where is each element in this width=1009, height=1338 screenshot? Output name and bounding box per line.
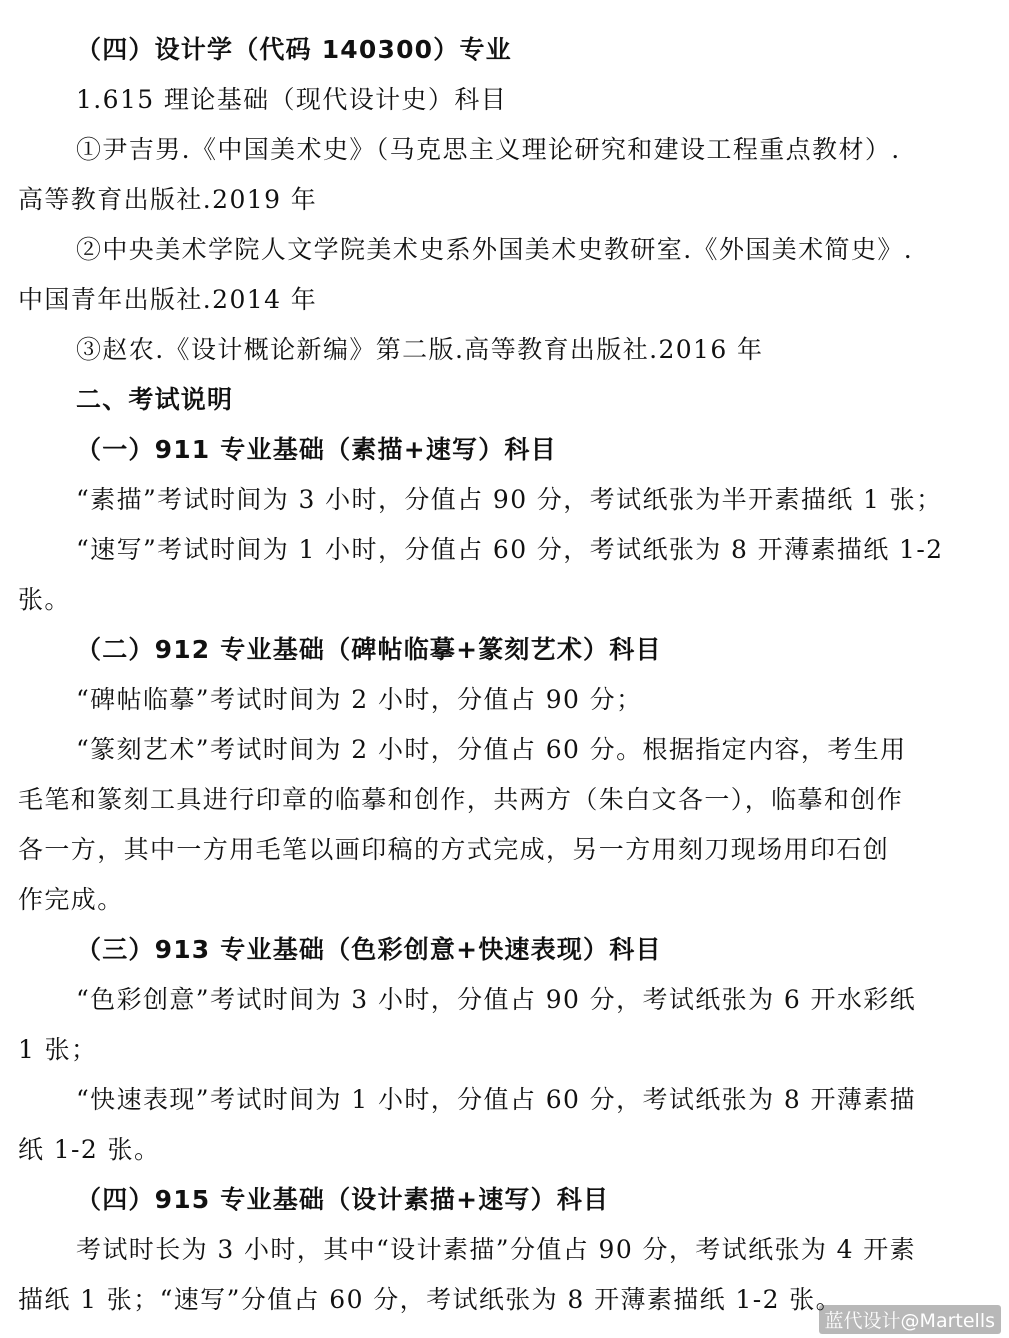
paragraph-color-creative-1: “色彩创意”考试时间为 3 小时，分值占 90 分，考试纸张为 6 开水彩纸 bbox=[76, 985, 917, 1014]
section-heading-912: （二）912 专业基础（碑帖临摹+篆刻艺术）科目 bbox=[76, 635, 662, 664]
paragraph-quick-express-1: “快速表现”考试时间为 1 小时，分值占 60 分，考试纸张为 8 开薄素描 bbox=[76, 1085, 917, 1114]
paragraph-seal-carving-2: 毛笔和篆刻工具进行印章的临摹和创作，共两方（朱白文各一），临摹和创作 bbox=[18, 785, 904, 814]
section-heading-915: （四）915 专业基础（设计素描+速写）科目 bbox=[76, 1185, 610, 1214]
reference-1-line-1: ①尹吉男.《中国美术史》（马克思主义理论研究和建设工程重点教材）. bbox=[76, 135, 901, 164]
paragraph-quick-sketch-2: 张。 bbox=[18, 585, 71, 614]
subject-heading-615: 1.615 理论基础（现代设计史）科目 bbox=[76, 85, 508, 114]
watermark: 蓝代设计@Martells bbox=[819, 1305, 1001, 1334]
reference-1-line-2: 高等教育出版社.2019 年 bbox=[18, 185, 318, 214]
paragraph-seal-carving-3: 各一方，其中一方用毛笔以画印稿的方式完成，另一方用刻刀现场用印石创 bbox=[18, 835, 890, 864]
paragraph-design-sketch-2: 描纸 1 张；“速写”分值占 60 分，考试纸张为 8 开薄素描纸 1-2 张。 bbox=[18, 1285, 843, 1314]
reference-3: ③赵农.《设计概论新编》第二版.高等教育出版社.2016 年 bbox=[76, 335, 764, 364]
paragraph-seal-carving-1: “篆刻艺术”考试时间为 2 小时，分值占 60 分。根据指定内容，考生用 bbox=[76, 735, 907, 764]
paragraph-quick-express-2: 纸 1-2 张。 bbox=[18, 1135, 161, 1164]
paragraph-seal-carving-4: 作完成。 bbox=[18, 885, 124, 914]
reference-2-line-1: ②中央美术学院人文学院美术史系外国美术史教研室.《外国美术简史》. bbox=[76, 235, 914, 264]
section-heading-911: （一）911 专业基础（素描+速写）科目 bbox=[76, 435, 557, 464]
paragraph-color-creative-2: 1 张； bbox=[18, 1035, 98, 1064]
paragraph-design-sketch-1: 考试时长为 3 小时，其中“设计素描”分值占 90 分，考试纸张为 4 开素 bbox=[76, 1235, 917, 1264]
paragraph-calligraphy: “碑帖临摹”考试时间为 2 小时，分值占 90 分； bbox=[76, 685, 643, 714]
section-heading-design: （四）设计学（代码 140300）专业 bbox=[76, 35, 512, 64]
paragraph-quick-sketch-1: “速写”考试时间为 1 小时，分值占 60 分，考试纸张为 8 开薄素描纸 1-2 bbox=[76, 535, 944, 564]
paragraph-sketch-exam: “素描”考试时间为 3 小时，分值占 90 分，考试纸张为半开素描纸 1 张； bbox=[76, 485, 943, 514]
chapter-heading-exam-notes: 二、考试说明 bbox=[76, 385, 234, 414]
reference-2-line-2: 中国青年出版社.2014 年 bbox=[18, 285, 318, 314]
section-heading-913: （三）913 专业基础（色彩创意+快速表现）科目 bbox=[76, 935, 662, 964]
